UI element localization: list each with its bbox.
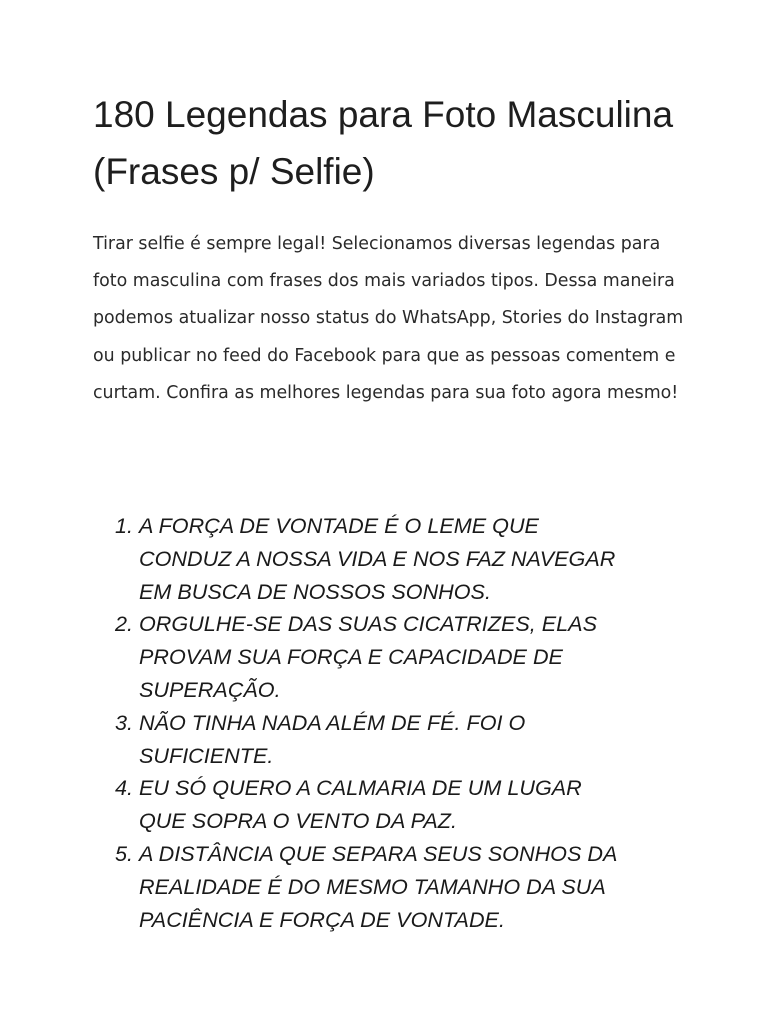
list-item [115, 707, 629, 773]
list-item-number: 2. [115, 611, 134, 637]
phrase-list [115, 510, 629, 936]
list-item-text: A FORÇA DE VONTADE É O LEME QUE CONDUZ A NOSSA VIDA E NOS FAZ NAVEGAR EM BUSCA DE NOSSOS SONHOS. [139, 513, 616, 604]
list-item [115, 608, 629, 706]
list-item-number: 5. [115, 840, 134, 866]
list-item-text: NÃO TINHA NADA ALÉM DE FÉ. FOI O SUFICIENTE. [139, 709, 526, 768]
list-item [115, 510, 629, 608]
article-intro: Tirar selfie é sempre legal! Selecionamos diversas legendas para foto masculina com frases dos mais variados tipos. Dessa maneira podemos atualizar nosso status do WhatsApp, Stories do Instagram ou publicar no feed do Facebook para que as pessoas comentem e curtam. Confira as melhores legendas para sua foto agora mesmo! [93, 234, 684, 403]
list-item-number: 3. [115, 709, 134, 735]
list-item-text: EU SÓ QUERO A CALMARIA DE UM LUGAR QUE SOPRA O VENTO DA PAZ. [139, 775, 582, 834]
list-item-text: ORGULHE-SE DAS SUAS CICATRIZES, ELAS PROVAM SUA FORÇA E CAPACIDADE DE SUPERAÇÃO. [139, 611, 597, 702]
list-item [115, 838, 629, 936]
list-item-number: 1. [115, 513, 134, 538]
article-title: 180 Legendas para Foto Masculina (Frases p/ Selfie) [93, 94, 674, 192]
list-item-text: A DISTÂNCIA QUE SEPARA SEUS SONHOS DA REALIDADE É DO MESMO TAMANHO DA SUA PACIÊNCIA E FORÇA DE VONTADE. [139, 840, 617, 932]
list-item [115, 772, 629, 838]
list-item-number: 4. [115, 775, 134, 801]
